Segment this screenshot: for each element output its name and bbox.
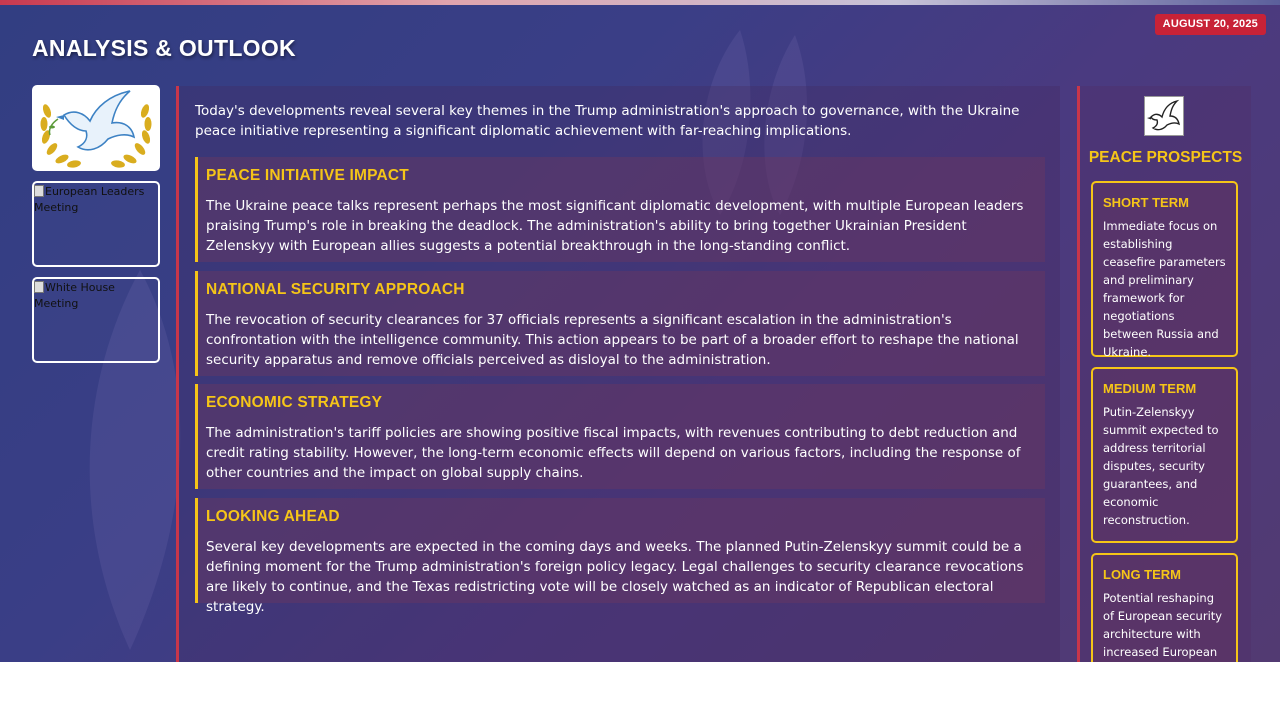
dove-laurel-icon — [34, 87, 158, 169]
top-accent-bar — [0, 0, 1280, 5]
prospect-title: SHORT TERM — [1103, 195, 1189, 210]
section-body: The Ukraine peace talks represent perhaps the most significant diplomatic development, with multiple European leaders praising Trump's role in breaking the deadlock. The administration's ability to bring together Ukrainian President Zelenskyy with European allies suggests a potential breakthrough in the long-standing conflict. — [206, 198, 1024, 254]
prospect-medium-term — [1091, 367, 1238, 543]
white-house-image — [32, 277, 160, 363]
section-peace-initiative — [195, 157, 1045, 262]
section-body: Several key developments are expected in the coming days and weeks. The planned Putin-Zelenskyy summit could be a defining moment for the Trump administration's foreign policy legacy. Legal challenges to security clearance revocations are likely to continue, and the Texas redistricting vote will be closely watched as an indicator of Republican electoral strategy. — [206, 539, 1024, 615]
section-title: LOOKING AHEAD — [206, 508, 340, 525]
prospect-body: Immediate focus on establishing ceasefire parameters and preliminary framework for negotiations between Russia and Ukraine. — [1103, 219, 1226, 359]
page-title: ANALYSIS & OUTLOOK — [32, 35, 296, 61]
prospect-title: MEDIUM TERM — [1103, 381, 1197, 396]
date-badge: AUGUST 20, 2025 — [1155, 14, 1266, 35]
prospect-body: Putin-Zelenskyy summit expected to address territorial disputes, security guarantees, and economic reconstruction. — [1103, 405, 1219, 527]
european-leaders-image — [32, 181, 160, 267]
section-title: NATIONAL SECURITY APPROACH — [206, 281, 465, 298]
broken-image-icon — [34, 281, 44, 293]
section-title: ECONOMIC STRATEGY — [206, 394, 383, 411]
section-body: The revocation of security clearances for 37 officials represents a significant escalation in the administration's confrontation with the intelligence community. This action appears to be part of a broader effort to reshape the national security apparatus and remove officials perceived as disloyal to the administration. — [206, 312, 1019, 368]
intro-text: Today's developments reveal several key themes in the Trump administration's approach to governance, with the Ukraine peace initiative representing a significant diplomatic achievement with far-reaching implications. — [195, 103, 1020, 139]
image-alt-text: White House Meeting — [34, 281, 115, 310]
analysis-panel — [176, 86, 1060, 662]
prospect-long-term — [1091, 553, 1238, 662]
dove-icon — [1145, 97, 1183, 135]
dove-laurel-logo — [32, 85, 160, 171]
section-looking-ahead — [195, 498, 1045, 615]
prospect-body: Potential reshaping of European security architecture with increased European — [1103, 591, 1223, 659]
section-economic-strategy — [195, 384, 1045, 489]
side-panel-title: PEACE PROSPECTS — [1088, 149, 1243, 166]
peace-prospects-panel — [1077, 86, 1251, 662]
section-body: The administration's tariff policies are showing positive fiscal impacts, with revenues contributing to debt reduction and credit rating stability. However, the long-term economic effects will depend on various factors, including the response of other countries and the impact on global supply chains. — [206, 425, 1021, 481]
section-title: PEACE INITIATIVE IMPACT — [206, 167, 409, 184]
broken-image-icon — [34, 185, 44, 197]
image-alt-text: European Leaders Meeting — [34, 185, 145, 214]
section-national-security — [195, 271, 1045, 376]
dove-image — [1144, 96, 1184, 136]
prospect-title: LONG TERM — [1103, 567, 1181, 582]
prospect-short-term — [1091, 181, 1238, 357]
